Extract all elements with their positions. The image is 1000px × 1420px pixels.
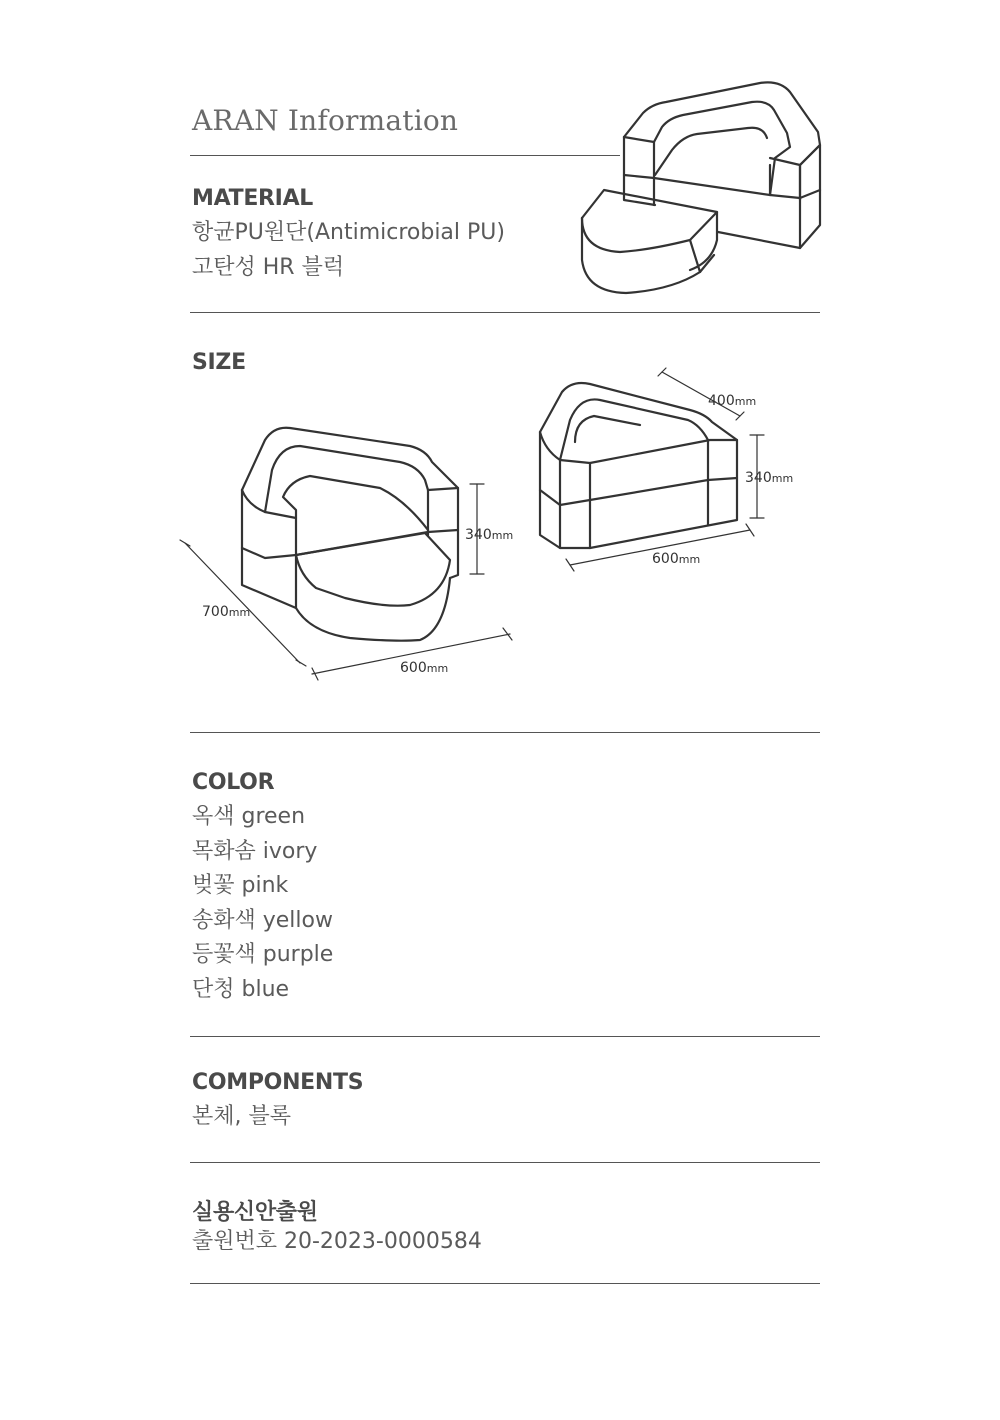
left-depth-label: 700mm (202, 604, 251, 620)
components-heading: COMPONENTS (192, 1070, 364, 1095)
right-height-label: 340mm (745, 470, 794, 486)
section-divider (190, 1036, 820, 1037)
utility-heading: 실용신안출원 (192, 1200, 318, 1225)
components-text: 본체, 블록 (192, 1104, 291, 1129)
title-divider (190, 155, 620, 156)
color-item: 목화솜 ivory (192, 838, 318, 864)
color-heading: COLOR (192, 770, 275, 795)
left-height-label: 340mm (465, 527, 514, 543)
material-line-1: 항균PU원단(Antimicrobial PU) (192, 220, 505, 245)
right-width-label: 600mm (652, 551, 701, 567)
material-heading: MATERIAL (192, 186, 314, 211)
material-line-2: 고탄성 HR 블럭 (192, 254, 345, 280)
color-item: 송화색 yellow (192, 907, 333, 933)
size-heading: SIZE (192, 350, 246, 375)
left-width-label: 600mm (400, 660, 449, 676)
sofa-with-block-illustration (575, 75, 825, 305)
page-title: ARAN Information (192, 104, 459, 137)
sofa-left-dimension-drawing (175, 420, 535, 690)
color-item: 단청 blue (192, 976, 290, 1002)
section-divider (190, 1162, 820, 1163)
sofa-right-dimension-drawing (530, 365, 810, 580)
section-divider (190, 1283, 820, 1284)
section-divider (190, 732, 820, 733)
color-item: 등꽃색 purple (192, 942, 334, 967)
color-item: 벚꽃 pink (192, 873, 289, 898)
color-list (192, 800, 333, 1007)
right-depth-label: 400mm (708, 393, 757, 409)
utility-text: 출원번호 20-2023-0000584 (192, 1229, 482, 1254)
section-divider (190, 312, 820, 313)
material-lines (192, 216, 505, 285)
color-item: 옥색 green (192, 804, 306, 829)
